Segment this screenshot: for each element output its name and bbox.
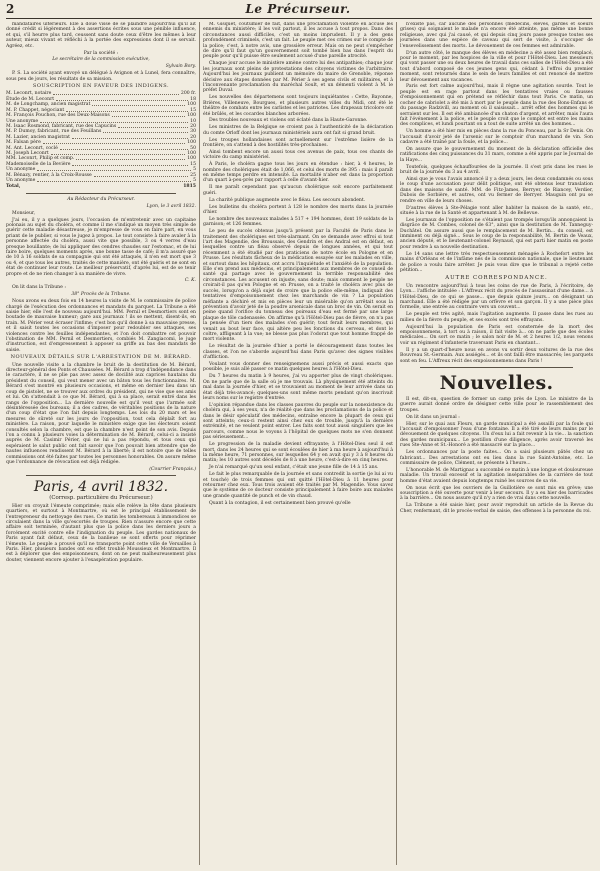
donor-amount: 100	[187, 102, 196, 108]
letter-place-date: Lyon, le 3 avril 1832.	[146, 203, 196, 209]
donor-name: M. Bénazy, rentier, à la Croix-Rousse	[6, 172, 92, 178]
donor-name: MM. Leconrt, Philip et comp.	[6, 156, 75, 162]
donor-name: M. Lazier, ancien magistrat	[6, 134, 70, 140]
paragraph: Il me paraît cependant pas qu'aucun cholérique soit encore parfaitement guéri.	[203, 185, 393, 196]
leader-dots	[51, 151, 185, 155]
leader-dots	[76, 156, 185, 160]
tribune-body: Nous avons eu deux fois en 14 heures la visite de M. le commissaire de police chargé de l'exécution des ordonnances et mandats du parquet. La Tribune a été saisie hier, elle l'est de nouveau aujourd'hui. MM. Pernil et Desmortiers sont en boutade de mauvaise humeur; gare aux journaux ! ils se mettent, disent-ils, en train. M. Périer veut écraser l'infime; c'est bon qu'il donne à sa mauvaise presse, et il saisit toutes les occasions d'imposer pour redoubler ses attaques, ses violences contre les feuilles indépendantes, et l'on doit combattre cet pouvoir l'obstination de MM. Pernil et Desmortiers, combiés M. Zangiacomi, le juge d'instruction, est d'empressement à apposer sa griffe au bas des mandats de saisie.	[6, 299, 196, 353]
letter-signature: C. K.	[184, 278, 196, 284]
leader-dots	[112, 113, 186, 117]
donor-amount: 10	[190, 118, 196, 124]
article-body: Une nouvelle visite a la chambre le bruit de la destitution de M. Bérard, directeur-général des Ponts et Chaussées. M. Bérard a trop d'indépendance dans le caractère, il ne se plie pas avec assez de docilité aux caprices hautains du président du conseil, qui veut mener avec un bâton tous les fonctionnaires. M. Bérard s'est montré en plusieurs occasions, et même en dernier lieu dans un coup de pistolet, ne se trouver aux ordres du président, qui ne vise que ses amis et lui. On s'attendait à ce que M. Bérard, qui à sa place, serait entré dans les rangs de l'opposition... La dernière nouvelle est qu'il veut que l'armée soit désintéressée des bureaux; il a des cadres, de véritables positions de la nature d'un coup d'état que l'on fait depuis longtemps. Les lois du 20 mars et les mesures de sûreté sur les jours de l'opposition, tout cela déplaît fort au ministère. La raison, pour laquelle le ministère exige que les électeurs soient consultés selon la chambre, est que la chambre n'est point de son avis. Depuis l'on a connu à plusieurs voies la détermination de M. Bérard, celui-ci a insisté auprès de M. Casimir Périer, qui ne lui a pas répondu, et tous ceux qui espéraient le salut public ont fait savoir que l'on pouvait bien attendre que de hautes influences rendissent M. Bérard à la liberté; il est notoire que de telles commissions ont été faites par toutes les personnes honorables. On assure même que l'ordonnance de révocation est déjà rédigée.	[6, 362, 196, 465]
nouvelles-heading: Nouvelles.	[439, 371, 554, 394]
paragraph: Les bulletins du choléra portent à 128 le nombre des morts dans la journée d'hier.	[203, 204, 393, 215]
divider	[420, 367, 573, 368]
paragraph: La charité publique augmente avec le fléau. Les secours abondent.	[209, 197, 366, 203]
section-heading: AUTRE CORRESPONDANCE.	[445, 275, 548, 282]
subscription-total	[6, 184, 196, 189]
paragraph: Paris est fort calme aujourd'hui, mais il règne une agitation sourde. Tout le peuple est en rage partout dans les tentatives vraies ou fausses d'empoisonnement qui en prétend se réfléchir dans tout Paris. Ce matin, un cocher de cabriolet a été mis à mort par le peuple dans la rue des Bons-Enfans et du passage Radzivill, au moment où il saisissait... arrêt effet des hommes qui le serraient sur les. Il est été ambiancée d'un chaton d'argent, et arrêter, mais l'aura fait l'événement à la police, et le peuple croit que le complot est entre les mains des complices, et lundi pourtant on a tout de suite arrêté un des hommes...	[400, 84, 593, 128]
column-3	[400, 22, 593, 865]
donor-name: Mademoiselle de la Bevière	[6, 161, 71, 167]
paragraph: mandataires ultérieurs. Elle a doué visse de se plaindre aujourd'hui qu'il ait donné crédit si légèrement à des assertions écrites sous une pénible influence, et qui, s'il heurre plus tard, ceussent sans doute ceux d'être les mêmes à leur auteur, mieux vivant et réfléchi à la portée des expressions dont il se servait. Agréez, etc.	[6, 22, 196, 49]
donor-amount: 5	[193, 177, 196, 183]
donor-name: M. de Longchamp, ancien magistrat	[6, 102, 91, 108]
leader-dots	[53, 91, 179, 95]
paragraph: On assure que le gouvernement du moment de la déclaration officielle des ratifications des cinq puissances du 31 mars, comme a été appris par le Journal de la Haye...	[400, 146, 593, 163]
paragraph: Les troupes hollandaises sont actuellement sur l'extrême lisière de la frontière, on s'attend à des hostilités très-prochaines.	[203, 137, 393, 149]
donor-amount: 100	[187, 140, 196, 146]
total-label: Total,	[6, 184, 21, 190]
tribune-heading: On lit dans la Tribune :	[12, 285, 66, 291]
donor-amount: 5	[193, 167, 196, 173]
paragraph: Hier, sur le quai aux Fleurs, un garde municipal a été assailli par la foule qui l'accusait d'empoisonner l'eau d'une fontaine. Il a été tiré de leurs mains par le dévouement de quelques citoyens. Un d'eux lui a fait revenir à la vie... la sanction des gardes municipaux... Le postillon d'une diligence, après avoir traversé les rues Ste-Anne et St.-Honoré a été massacré sur la place...	[400, 421, 593, 449]
leader-dots	[92, 102, 185, 106]
subscription-title: SOUSCRIPTION EN FAVEUR DES INDIGENS.	[32, 83, 170, 90]
leader-dots	[103, 129, 188, 133]
section-heading: NOUVEAUX DÉTAILS SUR L'ARRESTATION DE M. BÉRARD.	[10, 354, 192, 361]
paragraph: L'opinion répandue dans les classes pauvres du peuple sur la nonexistence du choléra qui, à ses yeux, n'a de réalité que dans les proclamations de la police et dans le désir spéculatif des médecins, entraîne encore la plupart de ceux qui sont atteints; ceux-ci restent ainsi chez eux de trouble, jusqu'à la dernière extrémité, et ne veulent point entrer. Les faits sont tout aussi singuliers que les parcours, comme nous le voyons à l'hôpital de quelques mots ne s'en donnent pas sérieusement...	[203, 402, 393, 441]
signature: Sylvain Bory.	[165, 64, 196, 70]
donor-name: M. Falsan père	[6, 140, 41, 146]
postscript: P. S. La société ayant envoyé un délégué à Avignon et à Lunel, fera connaître, sous peu de jours, les résultats de sa mission.	[6, 71, 196, 82]
paragraph: Les ministres de la Belgique se croient pas à l'authenticité de la déclaration du comte Orloff dont les journaux ministériels aura ont fait si grand bruit.	[203, 125, 393, 136]
paragraph: À Paris, le choléra gagne tous les jours en étendue : hier, à 4 heures, le nombre des cholériques était de 1,066, et celui des morts de 395 : mais il paraît en même temps perdre en intensité. La mortalité n'aber est dans la proportion d'un quart à-peu-près par rapport à celle d'avant-hier.	[203, 162, 393, 184]
donor-name: M. Ant. Leconrt, coclé	[6, 145, 58, 151]
donor-name: Une anonyme	[6, 118, 39, 124]
donor-amount: 15	[190, 161, 196, 167]
donor-amount: 30	[190, 129, 196, 135]
paragraph: Chaque jour accuse le ministère amène contre lui des antipathies; chaque jour les journaux sont pleins de protestations des citoyens victimes de l'arbitraire. Aujourd'hui les journaux publient un mémoire du maire de Grenoble, réponse décisive aux étapes données par M. Périer à ses agens civils et militaires, et à l'inconvenante proclamation du maréchal Soult, et un démenti violent à M. le préfet Duval.	[203, 61, 393, 94]
paragraph: Le nombre des nouveaux malades à 517 + 194 hommes, dont 19 soldats de la garnison; et 126 femmes.	[203, 216, 393, 228]
donor-name: M. P. Chappet, négociant	[6, 107, 65, 113]
donor-list	[6, 91, 196, 183]
paragraph: Il y a un quart-d'heure nous en avons vu sortir deux voitures de la rue des Bouvreau St.-Germain. Aux assiégés... et ils ont failli être massacrés; les parquets sont en feu. L'Affreux récit des empoisonnemens dans Paris !	[400, 347, 593, 364]
paragraph: Le résultat de la journée d'hier a porté le découragement dans toutes les classes, et l'on ne s'aborde aujourd'hui dans Paris qu'avec des signes visibles d'affliction.	[203, 344, 393, 361]
page-header	[6, 2, 590, 16]
leader-dots	[72, 162, 188, 166]
donor-amount: 15	[190, 107, 196, 113]
paragraph: n'existe pas, car aucune des personnes (médecins, élèves, gardes et soeurs grises) qui soignaient le malade n'a encore été atteinte, pas même une bonne religieuse, avec qui j'ai causé, et qui depuis cinq jours passe presque toutes ses journées dans une espèce de caveau qui sert de visite, à s'occuper de l'ensevelissement des morts. Le dévouement de ces femmes est admirable.	[400, 22, 593, 49]
leader-dots	[37, 167, 191, 171]
source-credit: (Courrier Français.)	[149, 466, 196, 472]
leader-dots	[40, 119, 188, 123]
paragraph: Je n'ai remarqué qu'un seul enfant, c'était une jeune fille de 14 à 15 ans.	[209, 465, 379, 471]
paragraph: Un homme a été hier mis en pièces dans la rue du Ponceau, par la Sr Denis. On l'accusait d'avoir jeté de l'arsenic sur le comptoir d'un marchand de vin. Son cadavre a été traîné par la foule, et la police...	[400, 129, 593, 146]
donor-name: Étude de M. Leconrt	[6, 96, 55, 102]
donor-amount: 200 fr.	[180, 91, 196, 97]
closing-line: Le secrétaire de la commission exécutive,	[52, 57, 150, 63]
donor-name: Un anonyme	[6, 177, 36, 183]
paragraph: Ainsi que je vous l'avais annoncé il y a deux jours, les deux condamnés ou sous le coup d'une accusation pour délit politique, ont été obtenus leur translation dans des maisons de santé. MM. de Fitz-James, Berryer, de Riancey, Verdier, Dubois de Sorbière, et autres, ont vu fermer de Berryer. Mauguin ont pu se rendre en ville de leurs choses.	[400, 176, 593, 204]
leader-dots	[118, 124, 188, 128]
divider	[26, 193, 176, 194]
donor-amount: 100	[187, 113, 196, 119]
letter-body: J'ai eu, il y a quelques jours, l'occasion de m'entretenir avec un capitaine polonais au sujet du choléra, et comme il me s'indiqué un moyen très simple de guérir cette maladie désastreuse, je m'empresse de vous en faire part, en vous priant de le publier, si vous le jugez à propos. Le tout consiste à faire avaler à la personne affectée du choléra, aussi vite que possible, 3 ou 4 verres d'eau presque bouillante; de lui appliquer des cendres chaudes sur l'estomac, et de lui faire boire, quelques moments après, une bonne tasse de café; il m'a assuré que de 10 à 16 soldats de sa compagnie qui ont été attaqués, il n'en est mort que 3 ou 4, et que tous les autres, traités de cette manière, ont été guéris et ne sont en état de continuer leur route. Le meilleur préservatif, d'après lui, est de se tenir propre et de ne rien changer à sa manière de vivre.	[6, 217, 196, 277]
paragraph: Des troubles nouveaux et violens ont éclaté dans la Haute-Garonne.	[209, 118, 368, 124]
paragraph: Les ordonnances par la poste faites... On a saisi plusieurs pâtés chez un fabricant... Des arrestations ont eu lieu dans la rue Saint-Antoine, etc. Le commissaire de police, Clément, se présente à l'heure...	[400, 450, 593, 466]
paragraph: Le progression de la maladie devient effrayante; à l'Hôtel-Dieu seul il est mort, dans les 24 heures qui se sont écoulées de hier à ma heure à aujourd'hui à la même heure, 71 personnes, sur lesquelles 64 y en avait qui y 3 à 8 heures du matin; les 10 autres sont décédés de 8 à une heure, c'est-à-dire en cinq heures.	[203, 442, 393, 464]
masthead-title: Le Précurseur.	[245, 2, 351, 16]
paragraph: Toutefois, quelques échauffourées de la journée. Il s'est pris dans les rues le bruit de la journée du 3 au 4 avril.	[400, 164, 593, 176]
paragraph: Quant à la contagion, il est certainement bien prouvé qu'elle	[209, 500, 351, 506]
paragraph: Du 7 heures du matin à 9 heures, j'ai vu apporter plus de vingt cholériques. On ne parle que de la salle où je me trouvais. Là physiquement été atteints du mal dans la journée d'hier, et se trouvaient au moment de leur arrivée dans un état déjà très-avancé; quelques-uns sont même morts pendant qu'on inscrivait leurs noms sur le registre d'entrée.	[203, 374, 393, 401]
paragraph: Le peuple est très agité, mais l'agitation augmente. Il passe dans les rues au milieu de la fièvre du peuple, et ses excès sont très effrayans.	[400, 312, 593, 323]
paragraph: On lit dans un journal :	[406, 414, 460, 420]
donor-amount: 25	[190, 172, 196, 178]
page-number: 2	[6, 2, 15, 16]
leader-dots	[60, 146, 188, 150]
paris-dateline: Paris, 4 avril 1832.	[33, 479, 169, 496]
paragraph: Le fait le plus remarquable de la journée et sans contredit la sortie (je lui ai vu et touché) de trois femmes qui ont quitté l'Hôtel-Dieu à 11 heures pour retourner chez eux. Tous trois avaient été traités par M. Magendie. Vous savez que le système de ce docteur consiste principalement à faire boire aux malades une grande quantité de punch et de vin chaud.	[203, 472, 393, 499]
column-1	[6, 22, 196, 865]
donor-name: Un anonyme	[6, 167, 36, 173]
paragraph: Voulant vous donner des renseignemens aussi précis et aussi exacts que possible, je suis allé passer ce matin quelques heures à l'Hôtel-Dieu.	[203, 361, 393, 373]
column-divider	[199, 22, 200, 865]
leader-dots	[66, 108, 188, 112]
donor-amount: 20	[190, 123, 196, 129]
leader-dots	[37, 178, 191, 182]
total-value: 1815	[183, 184, 196, 190]
donor-name: M. Isaac Rosmond, fabricant, rue des Capucins	[6, 123, 117, 129]
leader-dots	[43, 140, 185, 144]
paris-subtitle: (Corresp. particulière du Précurseur.)	[49, 495, 153, 502]
leader-dots	[72, 135, 188, 139]
donor-amount: 100	[187, 150, 196, 156]
tribune-subheading: 38° Procès de la Tribune.	[71, 292, 131, 298]
paragraph: On nous écrit que les ouvriers de la Guillotière se sont mis en grève; une souscription a été ouverte pour venir à leur secours. Il y a eu hier des barricades à la barrière... On nous assure qu'il n'y a rien de vrai dans cette nouvelle.	[400, 485, 593, 502]
paragraph: D'autres élèves à Ste-Pélagie vont aller habiter la maison de la santé, etc., située à la rue de la Santé et appartenant à M. de Bellevue.	[400, 205, 593, 216]
paragraph: D'un autre côté, le manque des élèves en médecine a été assez bien remplacé, pour le moment, par les hospices de la ville et pour l'Hôtel-Dieu. Les messieurs qui vont passer une ou deux heures de travail dans ces salles de l'Hôtel-Dieu a été tout d'abord composé de ces jeunes gens qui, cédant à l'effroi du premier moment, sont retournés dans le sein de leurs familles et ont renoncé de mettre leur dévouement aux vacances.	[400, 50, 593, 83]
column-divider	[396, 22, 397, 865]
header-rule	[6, 18, 592, 19]
paragraph: Le peu de succès obtenus jusqu'à présent par la Faculté de Paris dans le traitement des cholériques est très-alarmant. On se demande avec effroi si tout l'art des Magendie, des Broussais, des Gendrin et des Andral est en défaut, en lesquelles contre un fléau observé depuis de longues années, et qui tout récemment a été étudié par des praticiens de notre école en Pologne et en Prusse. Les résultats fâcheux de la médication essayée sur les malades en ville, et surtout dans les hôpitaux, ont accru l'inquiétude et l'anxiété de la population. Elle s'en prend aux médecins, et principalement aux membres de ce conseil de santé qui partage avec le gouvernement la terrible responsabilité des circonstances. Les accusent on injuste, sans doute; mais comment le peuple ne croirait-il pas qu'en Pologne et en Prusse, on a traité le choléra avec plus de succès, lorsqu'on a déjà sujet de croire que la police elle-même, indiquait des tentatives d'empoisonnement chez les marchands de vin ? La population méfiante a déchiré et mis en pièces leur un misérable qu'on arrêtait sous la prévention d'avoir jeté de la poudre arsenicale dans un broc de vin. On serait en peine quand l'orifice du tonneau des poireaux d'eau est fermé par une large plaque de tôle cadenassée. On affirme qu'à l'Hôtel-Dieu pas de fièvre, on n'a pas la pensée d'un tiers des malades s'en guérir; tout ferait leurs membres, qui venait au bout leur face, qui altère peu les fonctions du cerveau, et dont le coltre, affligeant à la vue; ne blesse pas plus l'odorat que tout homme frappé de mort violente.	[203, 229, 393, 343]
donor-name: M. Leconrt, notaire	[6, 91, 52, 97]
paragraph: M. Gisquet, coutumier de fait, dans une proclamation violente en accuse les ennemis du ministère; il les voit partout, il les accuse à tout propos. Dans des circonstances aussi difficiles, c'est un moins imprudent. Il y a des gens profondément criminels, c'est un fait. Le peuple met ces crimes sur le compte de la police; c'est, à notre avis, une grossière erreur. Mais on ne peut s'empêcher de dire qu'il faut qu'un gouvernement soit tombé bien bas dans l'esprit du peuple pour qu'il puisse être seulement accusé d'une pareille atrocité.	[203, 22, 393, 60]
paragraph: Aujourd'hui la population de Paris est consternée de la mort des empoisonnemens, à tort ou à raison, il fait visite à... on ne parle que des écoles médicales... On sort ce matin ; le salon noir de M. et 2 heures 1/2, nous venons voir un régiment d'infanterie traversant Paris en chantant...	[400, 324, 593, 346]
donor-amount: 20	[190, 134, 196, 140]
donor-row	[6, 178, 196, 183]
donor-amount: 100	[187, 156, 196, 162]
article-body: Hier on croyait l'émeute comprimée; mais elle relève la tête dans plusieurs quartiers, et surtout à Montmartre, où est le principal établissement de l'entrepreneur du nettoyage des rues. Ce matin les tombereaux à immondices se circulaient dans la ville qu'escortés de troupes. Rien n'assure encore que cette affaire soit terminée, d'autant plus que la police dans les derniers jours a forcément excité contre elle l'indignation du peuple. Les gardes nationaux de Paris ayant fait défaut, ceux de la banlieue se sont offerts pour réprimer l'émeute. Le peuple a prouvé qu'il ne transporte point cette ville de Versailles à Paris. Hier, plusieurs bandes ont eu effet troublé Moussieux et Montmartre. Il est à déplorer que des empoisonneurs, dont on ne peut malheureusement plus douter, viennent encore ajouter à l'exaspération populaire.	[6, 503, 196, 563]
donor-amount: 18	[190, 96, 196, 102]
paragraph: La Tribune a été saisie hier, pour avoir reproduit un article de la Revue du Cher, renfermant, dit le procès-verbal de saisie, des offenses à la personne du roi.	[400, 503, 593, 514]
paragraph: Il est, dit-on, question de former un camp près de Lyon. Le ministre de la guerre aurait donné ordre de désigner cette ville pour le rassemblement des troupes.	[400, 396, 593, 413]
donor-name: M. François Pouchon, rue des Deux-Maisons	[6, 113, 110, 119]
closing-line: Par la société :	[83, 50, 119, 56]
paragraph: Les journaux de l'opposition ne s'étaient pas trompés lorsqu'ils annonçaient la disgrâce de M. Combes, colonel de 63°, ainsi que la destitution de M. Tanneguy-Duchâtel. On assure aussi que le remplacement de M. Bertin... du conseil, est imminent ou déjà signé... Sous le coup de la responsabilité, M. Bertin de Veaux, ancien député, et le lieutenant-colonel Reynaud, qui est parti hier matin en poste pour rendre à sa nouvelle destination.	[400, 217, 593, 250]
paragraph: Le 14 sans une lettre très respectueusement ménagée à Rochefort entre les mains d'Orléans et de l'infâme nés de la commission nationale, que le lieutenant de police a voulu faire arrêter. Je puis vous dire que le tribunal a rejeté cette pétition...	[400, 251, 593, 273]
divider	[26, 475, 176, 476]
paragraph: Ainsi tombent encore un aussi tous ces avenus de paix, tous ces chants de victoire du camp ministériel.	[203, 149, 393, 161]
letter-heading: Au Rédacteur du Précurseur.	[67, 196, 135, 202]
donor-name: M. P. Dumoy, fabricant, rue des Feuillans	[6, 129, 102, 135]
paragraph: L'honorable M. de Martignac a succombé ce matin à une longue et douloureuse maladie. Un travail excessif et la agitation inséparables de la carrière de tout homme d'état avaient depuis longtemps ruiné les sources de sa vie.	[400, 467, 593, 484]
leader-dots	[94, 173, 188, 177]
leader-dots	[56, 97, 188, 101]
donor-name: M. Joseph Leconrt	[6, 150, 49, 156]
paragraph: Les nouvelles des départemens sont toujours inquiétantes : Cette, Bayonne, Brières, Villeneuve, Bourgues, et plusieurs autres villes du Midi, ont été le théâtre de combats entre les carlistes et les patriotes. Les drapeaux tricolore ont été brûlés, et les cocardes blanches arborées.	[203, 95, 393, 117]
column-2	[203, 22, 393, 865]
letter-salutation: Monsieur,	[12, 210, 36, 216]
paragraph: Un rencontre aujourd'hui à tous les coins de rue de Paris, à l'écritoire, de Lyon... l'affiche intitulée : L'Affreux récit du procès de l'assassinat d'une dame... à l'Hôtel-Dieu, de ce qui se passe... que depuis quinze jours... on désignant un marchand. Elle a été rédigée par un orfèvre et son garçon. Il y a une pièce plus formelle, une entrée au contraire vers un couvent...	[400, 283, 593, 311]
donor-amount: 50	[190, 145, 196, 151]
